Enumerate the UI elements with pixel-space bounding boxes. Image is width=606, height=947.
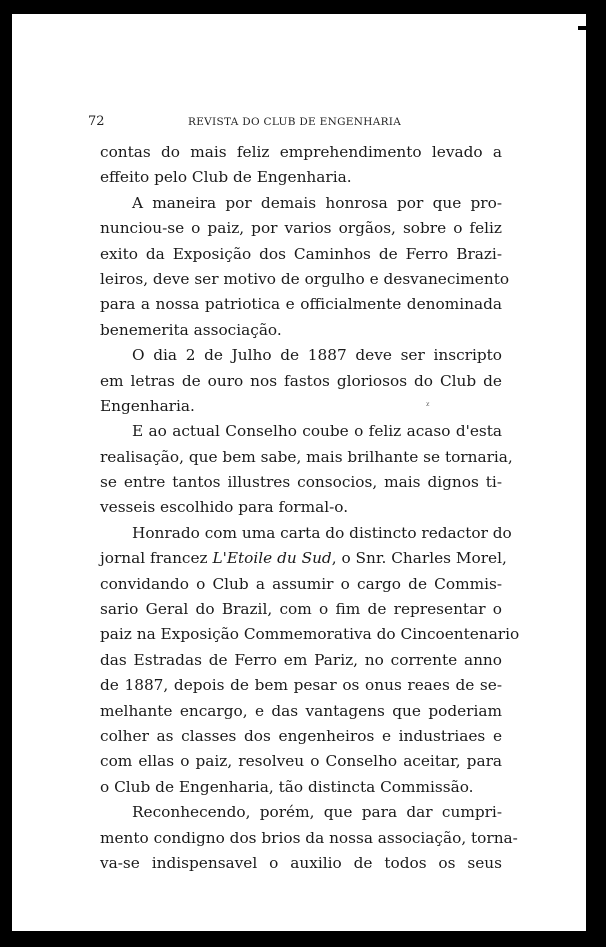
text-line: effeito pelo Club de Engenharia. — [100, 168, 352, 187]
text-line: va-se indispensavel o auxilio de todos os seus — [100, 853, 502, 872]
text-line: melhante encargo, e das vantagens que poderiam — [100, 701, 502, 720]
text-line: em letras de ouro nos fastos gloriosos do Club de — [100, 371, 502, 390]
text-line: de 1887, depois de bem pesar os onus reaes de se- — [100, 676, 502, 695]
newspaper-title: L'Etoile du Sud — [212, 549, 332, 568]
text-line: Engenharia. — [100, 396, 195, 415]
text-line: O dia 2 de Julho de 1887 deve ser inscripto — [132, 346, 502, 365]
body-text — [100, 140, 520, 876]
text-line: mento condigno dos brios da nossa associação, torna- — [100, 828, 518, 847]
text-line: o Club de Engenharia, tão distincta Commissão. — [100, 777, 474, 796]
text-line: Reconhecendo, porém, que para dar cumpri- — [132, 803, 502, 822]
scan-edge-mark — [578, 26, 606, 30]
text-line: E ao actual Conselho coube o feliz acaso d'esta — [132, 422, 502, 441]
text-line: se entre tantos illustres consocios, mais dignos ti- — [100, 473, 502, 492]
text-line: paiz na Exposição Commemorativa do Cincoentenario — [100, 625, 520, 644]
journal-title: REVISTA DO CLUB DE ENGENHARIA — [188, 116, 402, 128]
text-line: para a nossa patriotica e officialmente denominada — [100, 295, 502, 314]
running-head — [88, 106, 506, 128]
page-number: 72 — [88, 114, 105, 129]
text-line: benemerita associação. — [100, 320, 282, 339]
text-line: A maneira por demais honrosa por que pro- — [132, 193, 502, 212]
stray-mark: ᵪ — [426, 398, 430, 408]
text-line: contas do mais feliz emprehendimento levado a — [100, 143, 502, 161]
text-fragment: jornal francez — [100, 549, 208, 568]
text-line: vesseis escolhido para formal-o. — [100, 498, 349, 517]
text-line: Honrado com uma carta do distincto redactor do — [132, 523, 512, 542]
text-line: sario Geral do Brazil, com o fim de representar o — [100, 600, 502, 619]
text-line: convidando o Club a assumir o cargo de Commis- — [100, 574, 502, 593]
text-line: colher as classes dos engenheiros e industriaes e — [100, 726, 502, 745]
text-line: com ellas o paiz, resolveu o Conselho aceitar, para — [100, 752, 502, 771]
text-line-with-title — [100, 546, 507, 571]
text-line: das Estradas de Ferro em Pariz, no corrente anno — [100, 650, 502, 669]
text-line: exito da Exposição dos Caminhos de Ferro Brazi- — [100, 244, 502, 263]
text-line: nunciou-se o paiz, por varios orgãos, sobre o feliz — [100, 219, 502, 238]
text-line: realisação, que bem sabe, mais brilhante se tornaria, — [100, 447, 513, 466]
text-fragment: , o Snr. Charles Morel, — [331, 549, 507, 568]
text-line: leiros, deve ser motivo de orgulho e desvanecimento — [100, 269, 510, 288]
